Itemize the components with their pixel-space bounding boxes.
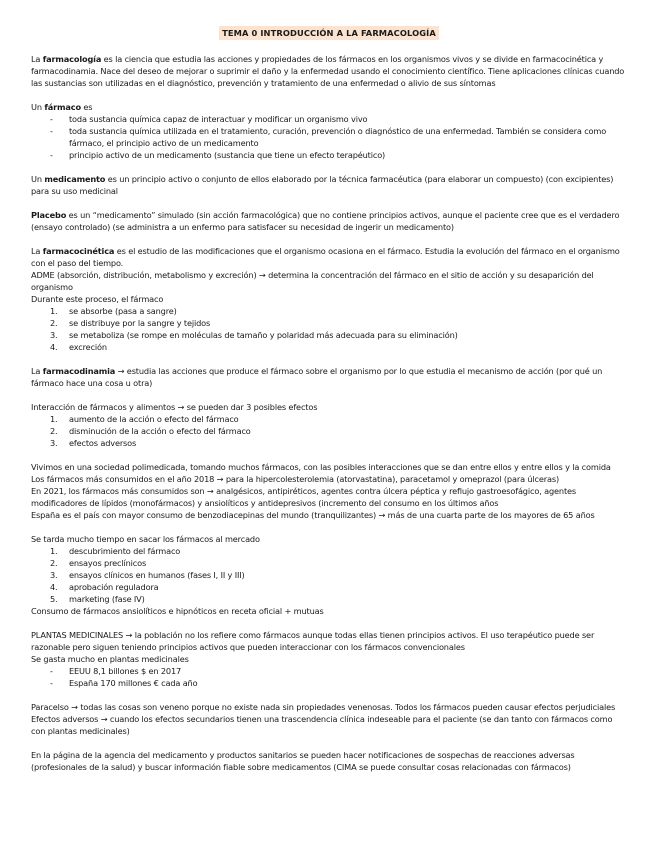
list-item-text: principio activo de un medicamento (sustancia que tiene un efecto terapéutico) [69, 150, 386, 160]
list-item-text: marketing (fase IV) [69, 594, 145, 604]
list-item-text: aumento de la acción o efecto del fármaco [69, 414, 239, 424]
list-item [31, 341, 627, 353]
number-marker: 1. [50, 414, 58, 424]
intro-pre: La [31, 54, 43, 64]
list-item-text: España 170 millones € cada año [69, 678, 198, 688]
title-wrap [31, 26, 627, 40]
medicamento-term: medicamento [44, 174, 106, 184]
proceso-list [31, 305, 627, 353]
list-item-text: se metaboliza (se rompe en moléculas de tamaño y polaridad más adecuada para su eliminación) [69, 330, 458, 340]
number-marker: 5. [50, 594, 58, 604]
list-item [31, 557, 627, 569]
list-item [31, 581, 627, 593]
number-marker: 1. [50, 306, 58, 316]
document-title: TEMA 0 INTRODUCCIÓN A LA FARMACOLOGÍA [219, 26, 439, 40]
proceso-paragraph: Durante este proceso, el fármaco [31, 294, 164, 304]
consumo-2021-paragraph: En 2021, los fármacos más consumidos son → analgésicos, antipiréticos, agentes contra úlcera péptica y reflujo gastroesofágico, agentes modificadores de lípidos (monofármacos) y ansiolíticos y antidepresivos (incremento del consumo en los últimos años [31, 486, 577, 508]
dash-marker: - [50, 150, 53, 160]
list-item-text: toda sustancia química capaz de interactuar y modificar un organismo vivo [69, 114, 368, 124]
number-marker: 4. [50, 342, 58, 352]
number-marker: 3. [50, 330, 58, 340]
farmacocinetica-term: farmacocinética [42, 246, 115, 256]
medicamento-pre: Un [31, 174, 45, 184]
list-item-text: excreción [69, 342, 107, 352]
number-marker: 3. [50, 570, 58, 580]
gasto-paragraph: Se gasta mucho en plantas medicinales [31, 654, 189, 664]
medicamento-paragraph [31, 173, 627, 197]
list-item-text: se distribuye por la sangre y tejidos [69, 318, 211, 328]
list-item-text: ensayos clínicos en humanos (fases I, II y III) [69, 570, 245, 580]
plantas-paragraph: PLANTAS MEDICINALES → la población no los refiere como fármacos aunque todas ellas tienen principios activos. El uso terapéutico puede ser razonable pero siguen teniendo principios activos que pueden interaccionar con los fármacos convencionales [31, 630, 595, 652]
list-item-text: efectos adversos [69, 438, 137, 448]
list-item-text: ensayos preclínicos [69, 558, 147, 568]
farmaco-post: es [80, 102, 93, 112]
placebo-text: es un “medicamento” simulado (sin acción farmacológica) que no contiene principios activos, aunque el paciente cree que es el verdadero (ensayo controlado) (se administra a un enfermo para satisfacer su necesidad de ingerir un medicamento) [31, 210, 620, 232]
farmacodinamia-paragraph [31, 365, 627, 389]
number-marker: 3. [50, 438, 58, 448]
farmaco-term: fármaco [44, 102, 81, 112]
interaccion-paragraph: Interacción de fármacos y alimentos → se pueden dar 3 posibles efectos [31, 402, 318, 412]
intro-term: farmacología [42, 54, 102, 64]
list-item-text: toda sustancia química utilizada en el tratamiento, curación, prevención o diagnóstico de una enfermedad. También se considera como fármaco, el principio activo de un medicamento [69, 126, 607, 148]
dash-marker: - [50, 666, 53, 676]
list-item [31, 317, 627, 329]
farmacodinamia-pre: La [31, 366, 43, 376]
number-marker: 2. [50, 318, 58, 328]
farmaco-list [31, 113, 627, 161]
farmacodinamia-term: farmacodinamia [42, 366, 116, 376]
mercado-list [31, 545, 627, 605]
list-item [31, 413, 627, 425]
intro-text: es la ciencia que estudia las acciones y propiedades de los fármacos en los organismos vivos y se divide en farmacocinética y farmacodinamia. Nace del deseo de mejorar o suprimir el daño y la enfermedad usando el conocimiento científico. Tiene aplicaciones clínicas cuando las sustancias son utilizadas en el diagnóstico, prevención y tratamiento de una enfermedad o alivio de sus síntomas [31, 54, 625, 88]
list-item [31, 665, 627, 677]
list-item-text: EEUU 8,1 billones $ en 2017 [69, 666, 182, 676]
number-marker: 2. [50, 426, 58, 436]
list-item [31, 437, 627, 449]
list-item [31, 305, 627, 317]
number-marker: 2. [50, 558, 58, 568]
mercado-paragraph: Se tarda mucho tiempo en sacar los fármacos al mercado [31, 534, 260, 544]
list-item-text: aprobación reguladora [69, 582, 159, 592]
list-item [31, 113, 627, 125]
farmacodinamia-text: → estudia las acciones que produce el fármaco sobre el organismo por lo que estudia el mecanismo de acción (por qué un fármaco hace una cosa u otra) [31, 366, 603, 388]
placebo-term: Placebo [31, 210, 67, 220]
placebo-paragraph [31, 209, 627, 233]
list-item [31, 425, 627, 437]
intro-paragraph [31, 53, 627, 89]
gasto-list [31, 665, 627, 689]
farmacocinetica-paragraph [31, 245, 627, 269]
list-item [31, 545, 627, 557]
number-marker: 1. [50, 546, 58, 556]
efectos-adversos-paragraph: Efectos adversos → cuando los efectos secundarios tienen una trascendencia clínica indeseable para el paciente (se dan tanto con fármacos como con plantas medicinales) [31, 714, 613, 736]
ansioliticos-paragraph: Consumo de fármacos ansiolíticos e hipnóticos en receta oficial + mutuas [31, 606, 324, 616]
list-item [31, 677, 627, 689]
list-item-text: descubrimiento del fármaco [69, 546, 181, 556]
list-item [31, 593, 627, 605]
number-marker: 4. [50, 582, 58, 592]
interaccion-list [31, 413, 627, 449]
list-item [31, 569, 627, 581]
medicamento-text: es un principio activo o conjunto de ellos elaborado por la técnica farmacéutica (para elaborar un compuesto) (con excipientes) para su uso medicinal [31, 174, 614, 196]
farmacocinetica-text: es el estudio de las modificaciones que el organismo ocasiona en el fármaco. Estudia la evolución del fármaco en el organismo con el paso del tiempo. [31, 246, 620, 268]
dash-marker: - [50, 126, 53, 136]
sociedad-paragraph: Vivimos en una sociedad polimedicada, tomando muchos fármacos, con las posibles interacciones que se dan entre ellos y entre ellos y la comida [31, 462, 611, 472]
list-item [31, 125, 627, 149]
dash-marker: - [50, 678, 53, 688]
list-item-text: se absorbe (pasa a sangre) [69, 306, 177, 316]
agencia-paragraph: En la página de la agencia del medicamento y productos sanitarios se pueden hacer notificaciones de sospechas de reacciones adversas (profesionales de la salud) y buscar información fiable sobre medicamentos (CIMA se puede consultar cosas relacionadas con fármacos) [31, 750, 575, 772]
paracelso-paragraph: Paracelso → todas las cosas son veneno porque no existe nada sin propiedades venenosas. Todos los fármacos pueden causar efectos perjudiciales [31, 702, 616, 712]
dash-marker: - [50, 114, 53, 124]
list-item-text: disminución de la acción o efecto del fármaco [69, 426, 251, 436]
espana-paragraph: España es el país con mayor consumo de benzodiacepinas del mundo (tranquilizantes) → más de una cuarta parte de los mayores de 65 años [31, 510, 595, 520]
consumo-2018-paragraph: Los fármacos más consumidos en el año 2018 → para la hipercolesterolemia (atorvastatina), paracetamol y omeprazol (para úlceras) [31, 474, 560, 484]
farmaco-pre: Un [31, 102, 45, 112]
farmacocinetica-pre: La [31, 246, 43, 256]
list-item [31, 329, 627, 341]
list-item [31, 149, 627, 161]
document-page [31, 26, 627, 773]
adme-paragraph: ADME (absorción, distribución, metabolismo y excreción) → determina la concentración del fármaco en el sitio de acción y su desaparición del organismo [31, 270, 594, 292]
farmaco-heading [31, 101, 627, 113]
